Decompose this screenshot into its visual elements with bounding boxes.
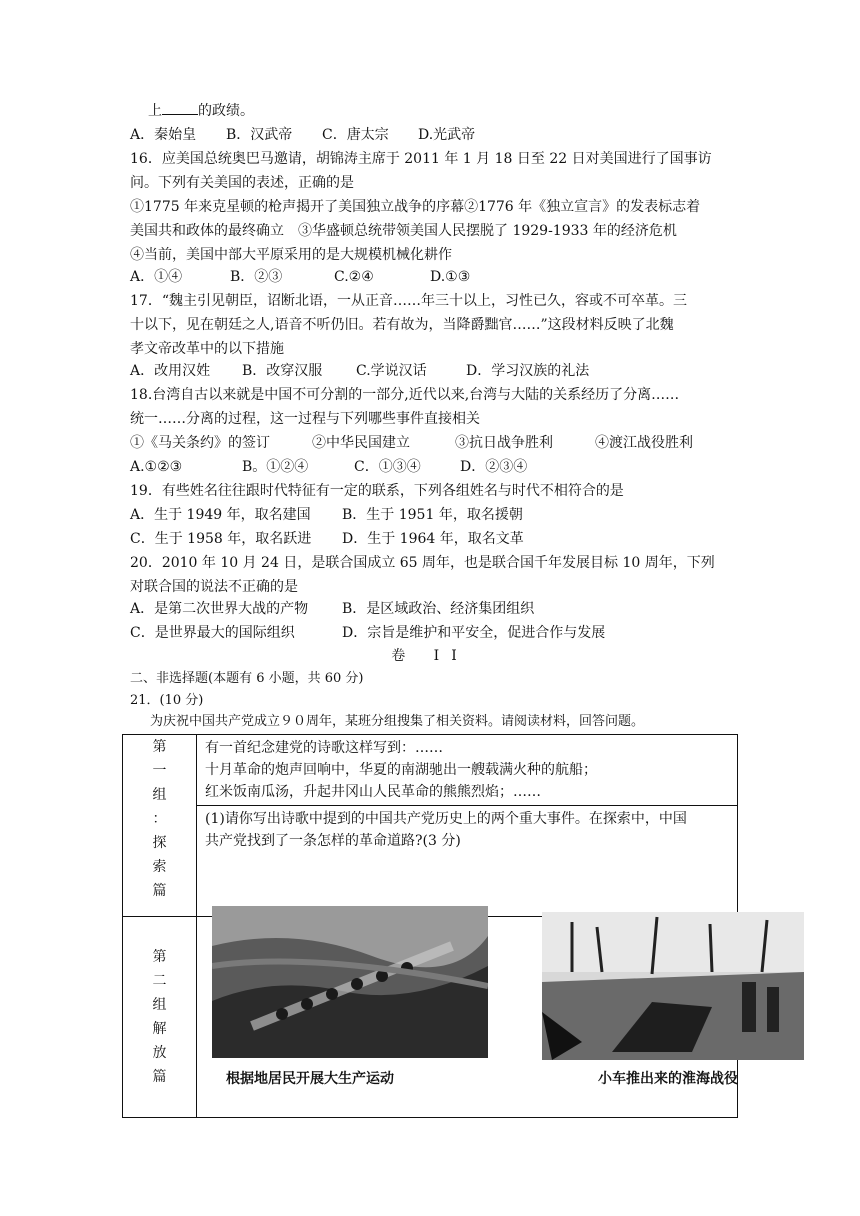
- production-photo-caption: 根据地居民开展大生产运动: [226, 1071, 394, 1087]
- poem-line: 十月革命的炮声回响中，华夏的南湖驰出一艘载满火种的航船；: [205, 762, 597, 778]
- answer-blank: [162, 100, 198, 115]
- option-d: D.①③: [430, 269, 471, 285]
- option-d: D．宗旨是维护和平安全，促进合作与发展: [342, 625, 606, 641]
- q16-line3: ①1775 年来克星顿的枪声揭开了美国独立战争的序幕②1776 年《独立宣言》的发表标志着: [130, 199, 701, 215]
- option-a: A．改用汉姓: [130, 363, 211, 379]
- q20-options-row2: [130, 622, 605, 644]
- q18-line2: 统一……分离的过程，这一过程与下列哪些事件直接相关: [130, 411, 480, 427]
- q16-options: [130, 266, 470, 288]
- group1-label-char: 一: [152, 763, 167, 779]
- group2-label-char: 放: [152, 1045, 167, 1061]
- section-title: 卷 II: [391, 648, 469, 664]
- group2-label-char: 第: [152, 949, 167, 965]
- section2-header: 二、非选择题(本题有 6 小题，共 60 分): [130, 671, 364, 686]
- option-b: B．汉武帝: [226, 127, 293, 143]
- q21-intro: 为庆祝中国共产党成立９０周年，某班分组搜集了相关资料。请阅读材料，回答问题。: [150, 714, 645, 729]
- q16-line4: 美国共和政体的最终确立 ③华盛顿总统带领美国人民摆脱了 1929-1933 年的经济危机: [130, 223, 677, 239]
- question-line: 共产党找到了一条怎样的革命道路?(3 分): [205, 833, 461, 849]
- option-a: A．秦始皇: [130, 127, 197, 143]
- option-c: C．①③④: [354, 459, 421, 475]
- option-d: D．生于 1964 年，取名文革: [342, 531, 524, 547]
- huaihai-photo-caption: 小车推出来的淮海战役: [598, 1071, 738, 1087]
- group1-question-cell: [197, 806, 738, 917]
- option-d: D．学习汉族的礼法: [466, 363, 590, 379]
- group2-label: [123, 917, 197, 1118]
- q18-line1: 18.台湾自古以来就是中国不可分割的一部分,近代以来,台湾与大陆的关系经历了分离……: [130, 387, 680, 403]
- group1-poem: [197, 735, 737, 805]
- q15-tail: [148, 100, 254, 122]
- q18-items: [130, 432, 693, 454]
- q20-line2: 对联合国的说法不正确的是: [130, 579, 298, 595]
- q17-line2: 十以下，见在朝廷之人,语音不听仍旧。若有故为，当降爵黜官……”这段材料反映了北魏: [130, 317, 674, 333]
- q16-line5: ④当前，美国中部大平原采用的是大规模机械化耕作: [130, 247, 452, 263]
- item-3: ③抗日战争胜利: [455, 435, 553, 451]
- poem-line: 有一首纪念建党的诗歌这样写到：……: [205, 740, 443, 756]
- q16-line2: 问。下列有关美国的表述，正确的是: [130, 175, 354, 191]
- q15-options: [130, 124, 475, 146]
- q20-line1: 20．2010 年 10 月 24 日，是联合国成立 65 周年，也是联合国千年发展目标 10 周年，下列: [130, 555, 715, 571]
- option-a: A．是第二次世界大战的产物: [130, 601, 309, 617]
- option-a: A.①②③: [130, 459, 183, 475]
- q17-options: [130, 360, 589, 382]
- production-movement-photo: [212, 906, 488, 1058]
- poem-line: 红米饭南瓜汤，升起井冈山人民革命的熊熊烈焰；……: [205, 784, 541, 800]
- option-c: C.②④: [334, 269, 374, 285]
- option-b: B．改穿汉服: [242, 363, 323, 379]
- item-1: ①《马关条约》的签订: [130, 435, 270, 451]
- q15-prefix: 上: [148, 103, 162, 119]
- option-c: C.学说汉话: [356, 363, 427, 379]
- huaihai-campaign-photo: [542, 912, 804, 1060]
- group1-label-char: 探: [152, 835, 167, 851]
- group2-label-char: 组: [152, 997, 167, 1013]
- group1-label-char: 组: [152, 787, 167, 803]
- q16-line1: 16．应美国总统奥巴马邀请，胡锦涛主席于 2011 年 1 月 18 日至 22 日对美国进行了国事访: [130, 151, 712, 167]
- option-c: C．是世界最大的国际组织: [130, 625, 295, 641]
- group1-label-char: 第: [152, 739, 167, 755]
- q21-label: 21．(10 分): [130, 693, 204, 708]
- group1-label-char: 索: [152, 859, 167, 875]
- q17-line1: 17．“魏主引见朝臣，诏断北语，一从正音……年三十以上，习性已久，容或不可卒革。三: [130, 293, 687, 309]
- q18-options: [130, 456, 527, 478]
- group1-label-char: ：: [152, 811, 167, 827]
- q17-line3: 孝文帝改革中的以下措施: [130, 341, 284, 357]
- item-2: ②中华民国建立: [312, 435, 410, 451]
- option-d: D．②③④: [460, 459, 528, 475]
- q15-suffix: 的政绩。: [198, 103, 254, 119]
- group2-label-char: 篇: [152, 1069, 167, 1085]
- q19-options-row1: [130, 504, 523, 526]
- option-d: D.光武帝: [418, 127, 476, 143]
- q19-options-row2: [130, 528, 524, 550]
- production-photo-illustration: [212, 906, 488, 1058]
- option-a: A．生于 1949 年，取名建国: [130, 507, 311, 523]
- group1-label: [123, 735, 197, 917]
- q19-line1: 19．有些姓名往往跟时代特征有一定的联系，下列各组姓名与时代不相符合的是: [130, 483, 624, 499]
- option-b: B。①②④: [242, 459, 309, 475]
- option-b: B．是区域政治、经济集团组织: [342, 601, 535, 617]
- question-line: (1)请你写出诗歌中提到的中国共产党历史上的两个重大事件。在探索中，中国: [205, 811, 687, 827]
- group2-label-char: 解: [152, 1021, 167, 1037]
- group1-label-char: 篇: [152, 883, 167, 899]
- option-a: A．①④: [130, 269, 183, 285]
- option-b: B．生于 1951 年，取名援朝: [342, 507, 523, 523]
- group1-poem-cell: [197, 735, 738, 806]
- group1-question: [197, 806, 737, 854]
- group2-label-char: 二: [152, 973, 167, 989]
- option-b: B．②③: [230, 269, 283, 285]
- option-c: C．生于 1958 年，取名跃进: [130, 531, 312, 547]
- item-4: ④渡江战役胜利: [595, 435, 693, 451]
- q20-options-row1: [130, 598, 534, 620]
- huaihai-photo-illustration: [542, 912, 804, 1060]
- option-c: C．唐太宗: [322, 127, 389, 143]
